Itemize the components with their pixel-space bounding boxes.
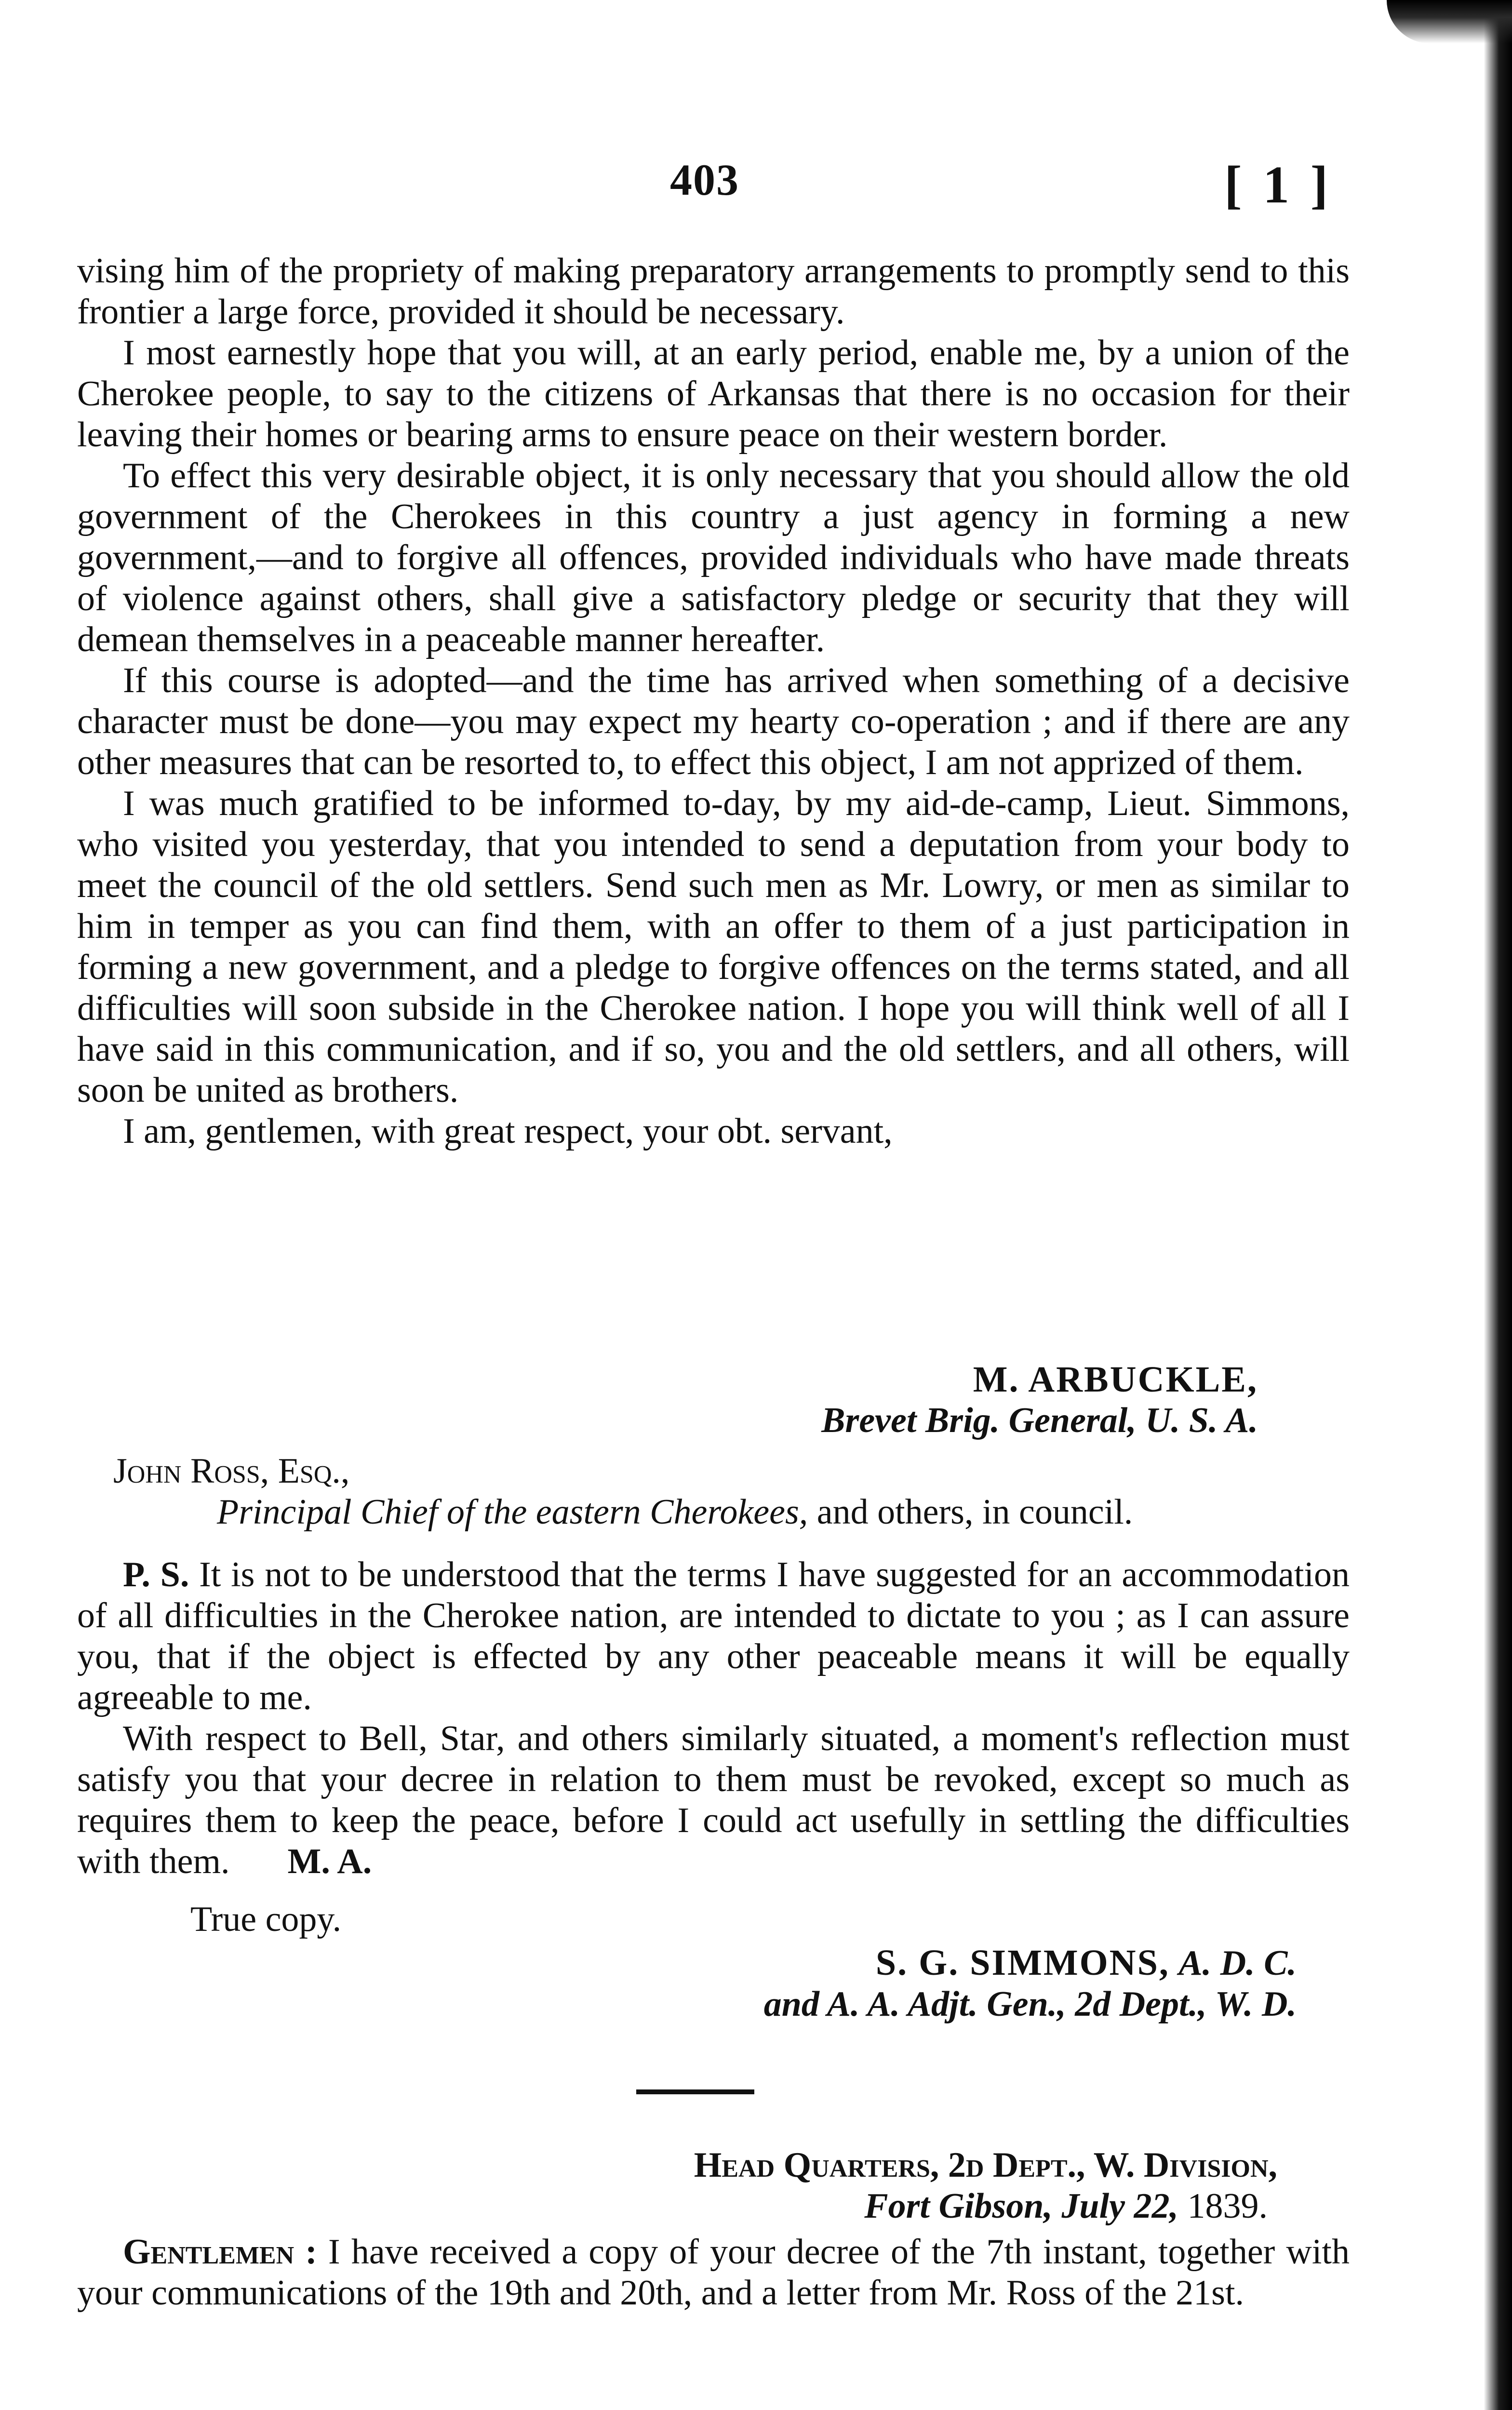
next-letter-body (77, 2232, 1350, 2314)
postscript-text: With respect to Bell, Star, and others similarly situated, a moment's reflection must satisfy you that your decree in relation to them must be revoked, except so much as requires them to keep the peace, before I could act usefully in settling the difficulties with them. (77, 1719, 1350, 1881)
closing-line: I am, gentlemen, with great respect, your obt. servant, (123, 1111, 893, 1151)
place-date: Fort Gibson, July 22, (864, 2186, 1178, 2226)
headquarters-heading: Head Quarters, 2d Dept., W. Division, (694, 2145, 1277, 2185)
postscript (77, 1554, 1350, 1882)
opening-paragraph (77, 2232, 1350, 2314)
signatory-title: Brevet Brig. General, U. S. A. (821, 1401, 1258, 1440)
paragraph-continuation: vising him of the propriety of making preparatory arrangements to promptly send to this frontier a large force, provided it should be necessary. (77, 251, 1350, 332)
addressee-title (113, 1492, 1318, 1533)
attestation-rank: A. D. C. (1178, 1943, 1297, 1983)
attestation-name: S. G. SIMMONS, (875, 1942, 1170, 1983)
opening-text: I have received a copy of your decree of the 7th instant, together with your communications of the 19th and 20th, and a letter from Mr. Ross of the 21st. (77, 2232, 1350, 2313)
true-copy: True copy. (190, 1900, 342, 1939)
addressee-name: John Ross, Esq., (113, 1451, 350, 1491)
paragraph: I was much gratified to be informed to-day, by my aid-de-camp, Lieut. Simmons, who visited you yesterday, that you intended to send a deputation from your body to meet the council of the old settlers. Send such men as Mr. Lowry, or men as similar to him in temper as you can find them, with an offer to them of a just participation in forming a new government, and a pledge to forgive offences on the terms stated, and all difficulties will soon subside in the Cherokee nation. I hope you will think well of all I have said in this communication, and if so, you and the old settlers, and all others, will soon be united as brothers. (77, 784, 1350, 1110)
page-corner-shadow (1387, 0, 1512, 43)
postscript-initials: M. A. (287, 1842, 372, 1881)
addressee-title-italic: Principal Chief of the eastern Cherokees, (217, 1492, 808, 1532)
section-divider (636, 2089, 754, 2094)
place-date-line (77, 2186, 1277, 2227)
letter-body (77, 251, 1350, 1152)
postscript-text: It is not to be understood that the terms I have suggested for an accommodation of all difficulties in the Cherokee nation, are intended to dictate to you ; as I can assure you, that if the object is effected by any other peaceable means it will be equally agreeable to me. (77, 1555, 1350, 1717)
page-edge-shadow (1469, 0, 1512, 2410)
postscript-paragraph (77, 1554, 1350, 1718)
next-letter-header (77, 2145, 1277, 2227)
signatory-name: M. ARBUCKLE, (973, 1359, 1258, 1400)
document-number: [ 1 ] (1224, 155, 1332, 214)
attestation-title: and A. A. Adjt. Gen., 2d Dept., W. D. (763, 1984, 1297, 2024)
year: 1839. (1178, 2186, 1268, 2226)
signature-block (77, 1359, 1258, 1441)
salutation: Gentlemen : (123, 2232, 317, 2272)
postscript-paragraph (77, 1718, 1350, 1882)
postscript-label: P. S. (123, 1555, 189, 1594)
paragraph: To effect this very desirable object, it is only necessary that you should allow the old government of the Cherokees in this country a just agency in forming a new government,—and to forgive all offences, provided individuals who have made threats of violence against others, shall give a satisfactory pledge or security that they will demean themselves in a peaceable manner hereafter. (77, 456, 1350, 659)
page-header (0, 154, 1512, 227)
addressee-title-rest: and others, in council. (808, 1492, 1133, 1532)
paragraph: If this course is adopted—and the time has arrived when something of a decisive character must be done—you may expect my hearty co-operation ; and if there are any other measures that can be resorted to, to effect this object, I am not apprized of them. (77, 661, 1350, 782)
page-number: 403 (670, 155, 739, 204)
attestation-block (77, 1942, 1297, 2025)
attestation-name-line (77, 1942, 1297, 1984)
paragraph: I most earnestly hope that you will, at an early period, enable me, by a union of the Cherokee people, to say to the citizens of Arkansas that there is no occasion for their leaving their homes or bearing arms to ensure peace on their western border. (77, 333, 1350, 455)
addressee-block (113, 1451, 1318, 1533)
